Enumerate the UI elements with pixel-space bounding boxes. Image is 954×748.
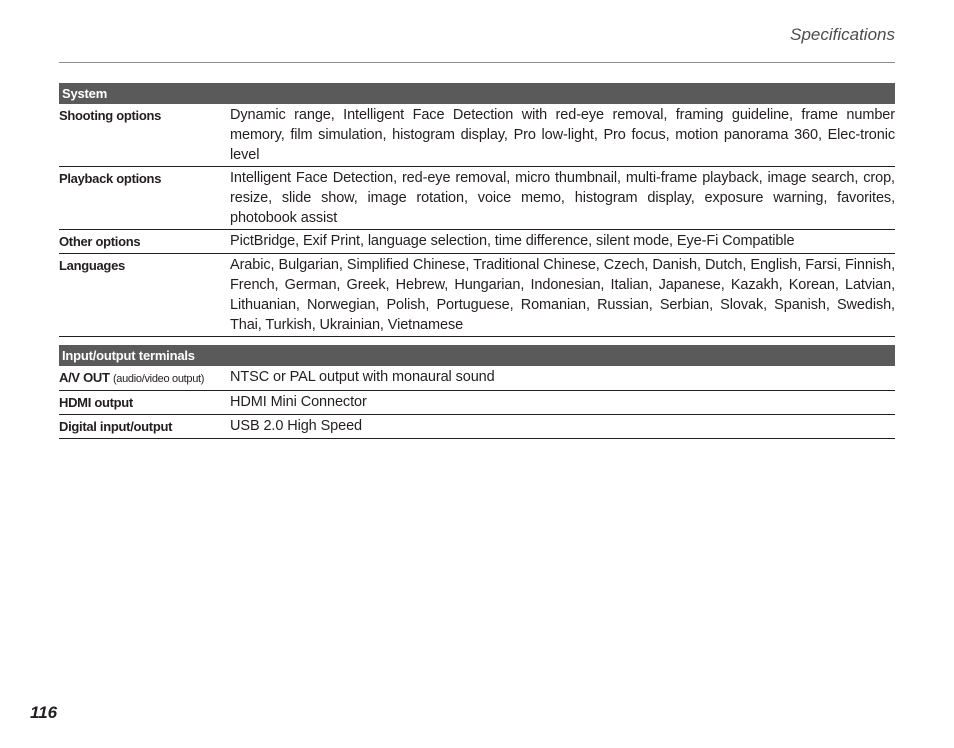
spec-row-playback-options (59, 167, 895, 230)
spec-label-sub: (audio/video output) (112, 373, 205, 385)
spec-value: Intelligent Face Detection, red-eye removal, micro thumbnail, multi-frame playback, image search, crop, resize, slide show, image rotation, voice memo, histogram display, exposure warning, favorites, photobook assist (230, 170, 895, 226)
spec-label: Playback options (59, 171, 162, 186)
spec-label: Languages (59, 258, 125, 273)
spec-label (59, 367, 230, 389)
section-heading-io-terminals: Input/output terminals (59, 345, 895, 366)
spec-row-shooting-options (59, 104, 895, 167)
system-spec-table (59, 83, 895, 337)
spec-value: Dynamic range, Intelligent Face Detection with red-eye removal, framing guideline, frame number memory, film simulation, histogram display, Pro low-light, Pro focus, motion panorama 360, Elec-tronic level (230, 107, 895, 163)
spec-value: PictBridge, Exif Print, language selection, time difference, silent mode, Eye-Fi Compatible (230, 233, 795, 249)
spec-label: Shooting options (59, 108, 162, 123)
header-divider (59, 62, 895, 63)
spec-label: Digital input/output (59, 419, 173, 434)
spec-row-hdmi-output (59, 391, 895, 415)
section-heading-system: System (59, 83, 895, 104)
page-number: 116 (30, 703, 58, 722)
spec-value: Arabic, Bulgarian, Simplified Chinese, Traditional Chinese, Czech, Danish, Dutch, English, Farsi, Finnish, French, German, Greek, Hebrew, Hungarian, Indonesian, Italian, Japanese, Kazakh, Korean, Latvian, Lithuanian, Norwegian, Polish, Portuguese, Romanian, Russian, Serbian, Slovak, Spanish, Swedish, Thai, Turkish, Ukrainian, Vietnamese (230, 257, 895, 333)
spec-row-other-options (59, 230, 895, 254)
spec-label-main: A/V OUT (59, 370, 110, 385)
page-header-title: Specifications (790, 25, 895, 44)
spec-row-av-out (59, 366, 895, 391)
spec-row-digital-io (59, 415, 895, 439)
spec-label: HDMI output (59, 395, 133, 410)
spec-label: Other options (59, 234, 141, 249)
spec-row-languages (59, 254, 895, 337)
spec-value: NTSC or PAL output with monaural sound (230, 369, 495, 385)
spec-value: HDMI Mini Connector (230, 394, 367, 410)
spec-value: USB 2.0 High Speed (230, 418, 363, 434)
io-terminals-spec-table (59, 345, 895, 439)
